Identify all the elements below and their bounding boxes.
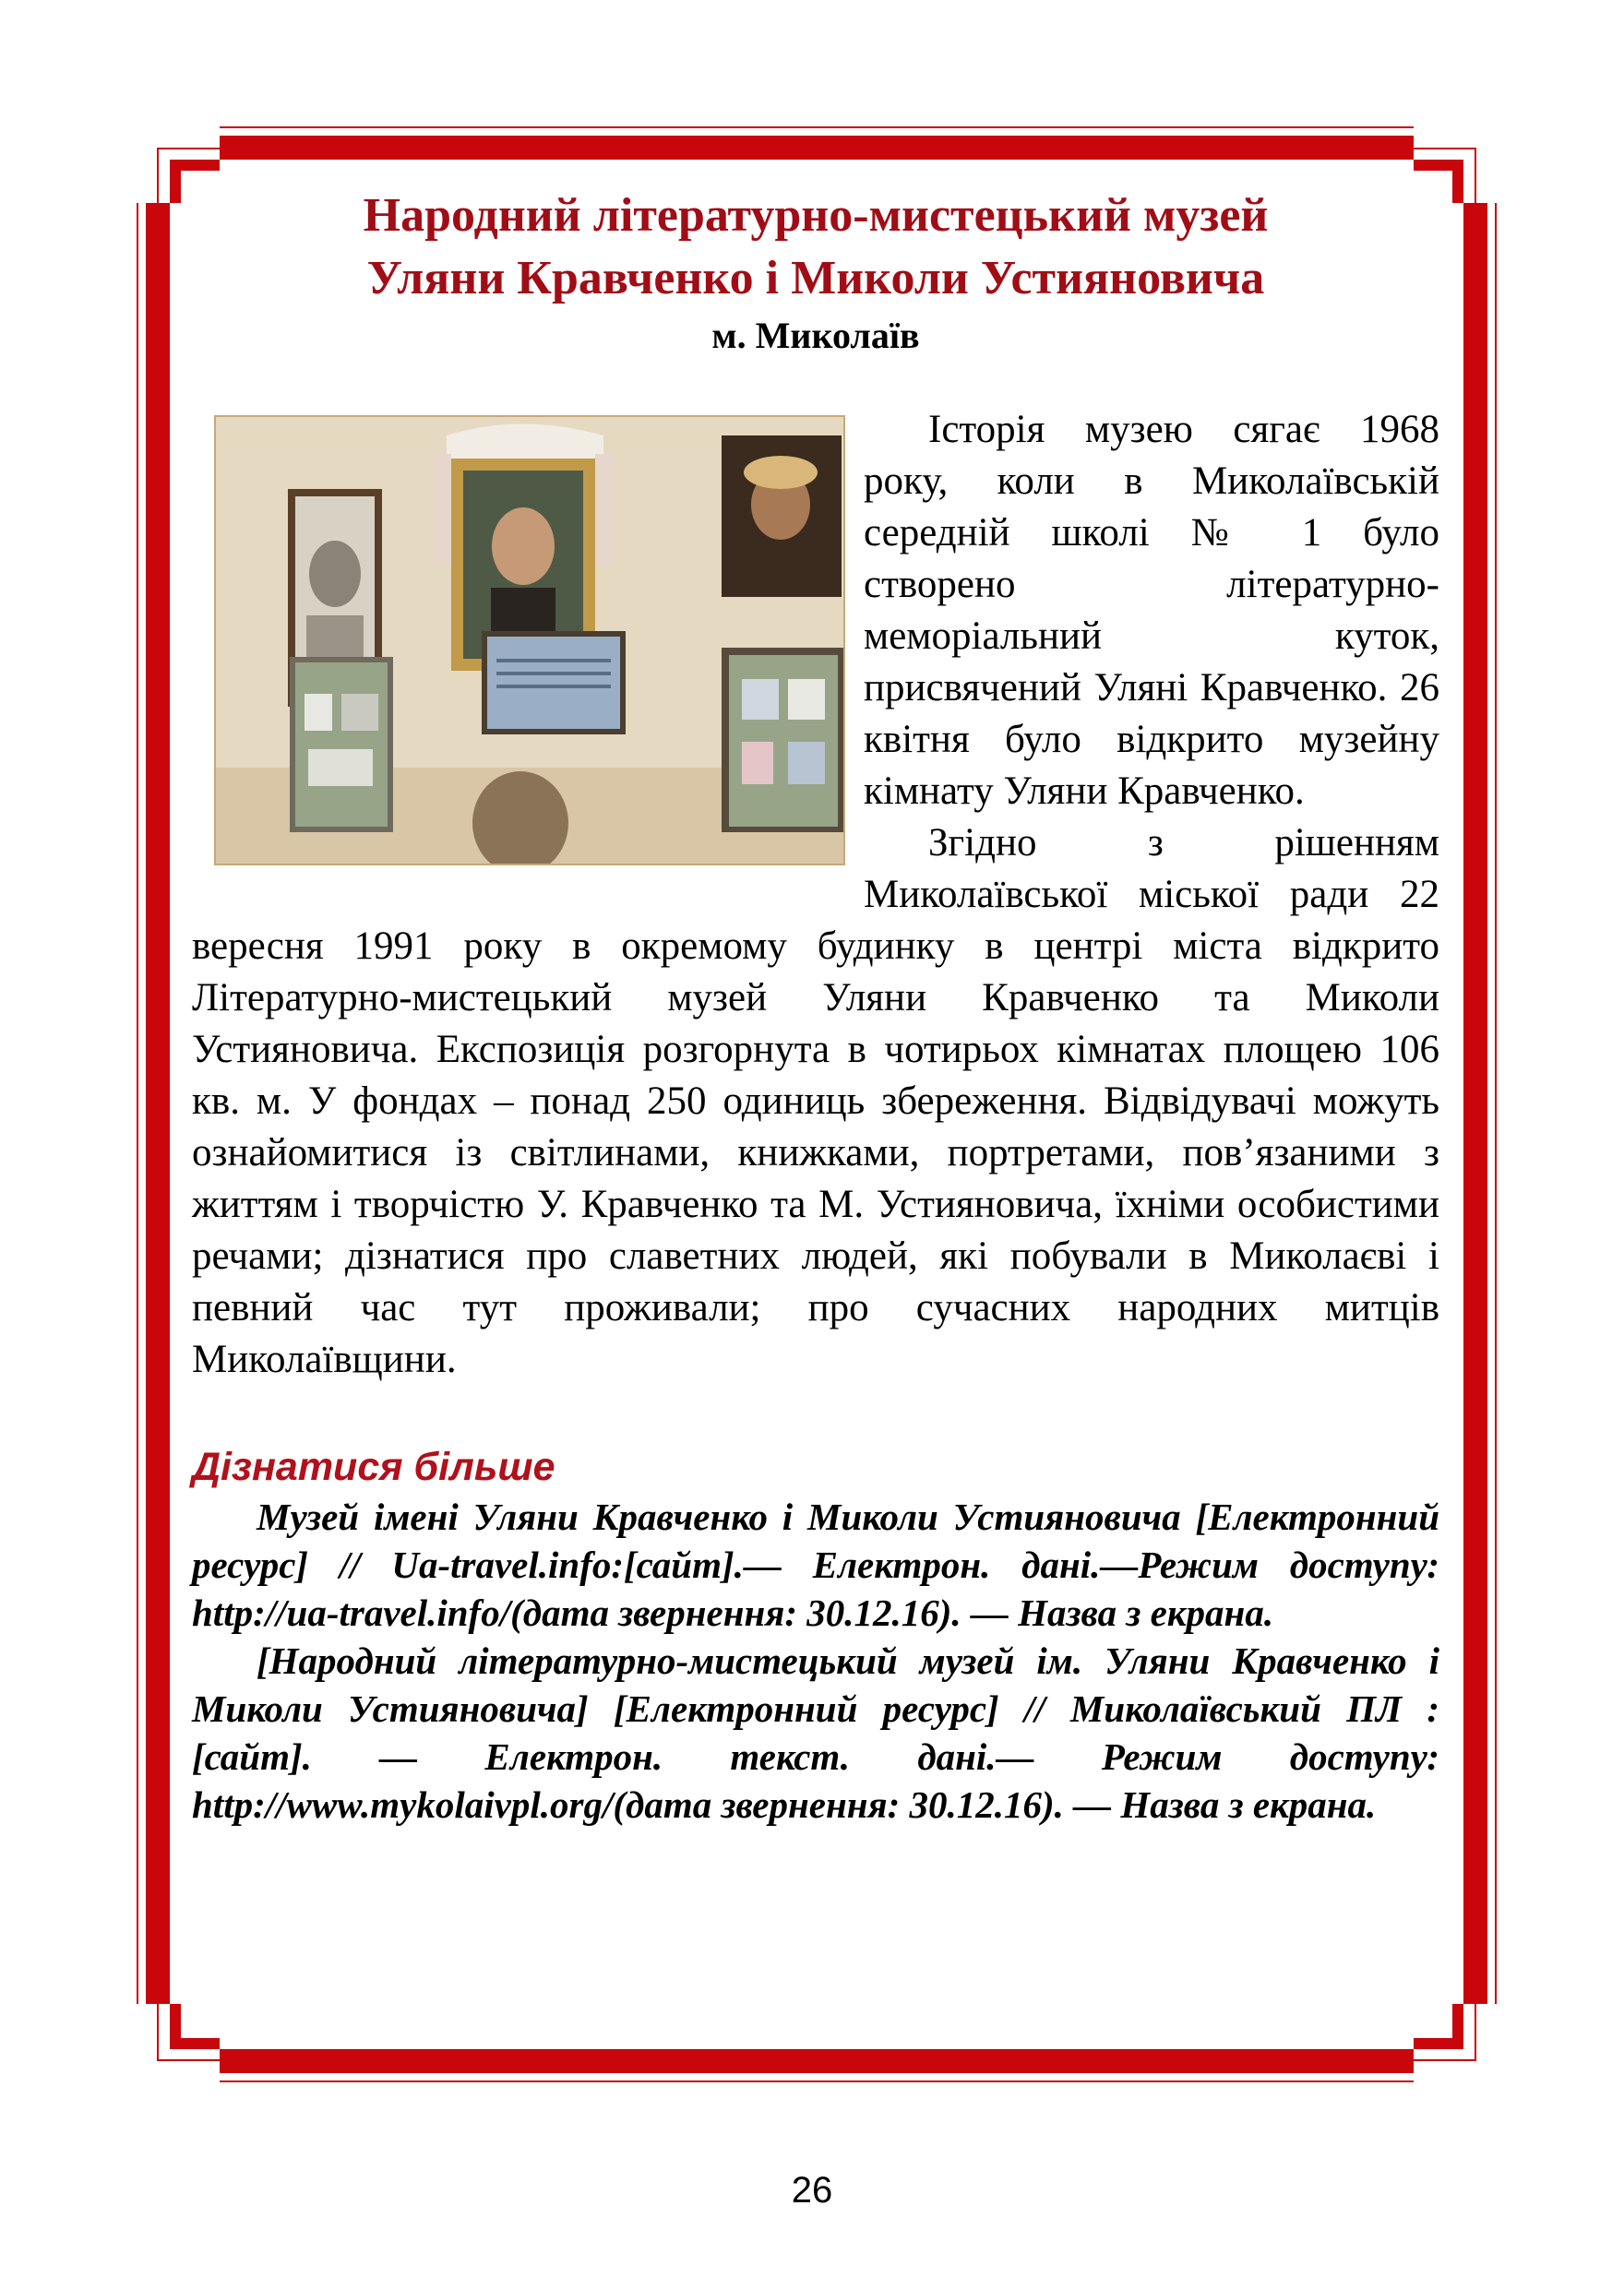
museum-photo-icon (216, 417, 843, 864)
museum-photo (214, 415, 845, 865)
learn-more-heading: Дізнатися більше (192, 1445, 555, 1489)
page-title (192, 185, 1439, 310)
paragraph-history: Історія музею сягає 1968 року, коли в Миколаївській середній школі № 1 було створено літературно-меморіальний куток, присвячений Уляні Кравченко. 26 квітня було відкрито музейну кімнату Уляни Кравченко. (864, 408, 1439, 813)
page-content (192, 185, 1439, 1829)
title-line-1: Народний літературно-мистецький музей (363, 189, 1269, 242)
reference-2: [Народний літературно-мистецький музей ім. Уляни Кравченко і Миколи Устияновича] [Електронний ресурс] // Миколаївський ПЛ : [сайт]. — Електрон. текст. дані.— Режим доступу: http://www.mykolaivpl.org/(дата звернення: 30.12.16). — Назва з екрана. (192, 1639, 1439, 1826)
reference-1: Музей імені Уляни Кравченко і Миколи Устияновича [Електронний ресурс] // Ua-travel.info:[сайт].— Електрон. дані.—Режим доступу: http://ua-travel.info/(дата звернення: 30.12.16). — Назва з екрана. (192, 1496, 1439, 1634)
paragraph-museum: Згідно з рішенням Миколаївської міської ради 22 вересня 1991 року в окремому будинку в центрі міста відкрито Літературно-мистецький музей Уляни Кравченко та Миколи Устияновича. Експозиція розгорнута в чотирьох кімнатах площею 106 кв. м. У фондах – понад 250 одиниць збереження. Відвідувачі можуть ознайомитися із світлинами, книжками, портретами, пов’язаними з життям і творчістю У. Кравченко та М. Устияновича, їхніми особистими речами; дізнатися про славетних людей, які побували в Миколаєві і певний час тут проживали; про сучасних народних митців Миколаївщини. (192, 821, 1439, 1381)
city-subtitle: м. Миколаїв (711, 315, 920, 356)
page-number: 26 (791, 2170, 833, 2211)
title-line-2: Уляни Кравченко і Миколи Устияновича (366, 252, 1265, 304)
